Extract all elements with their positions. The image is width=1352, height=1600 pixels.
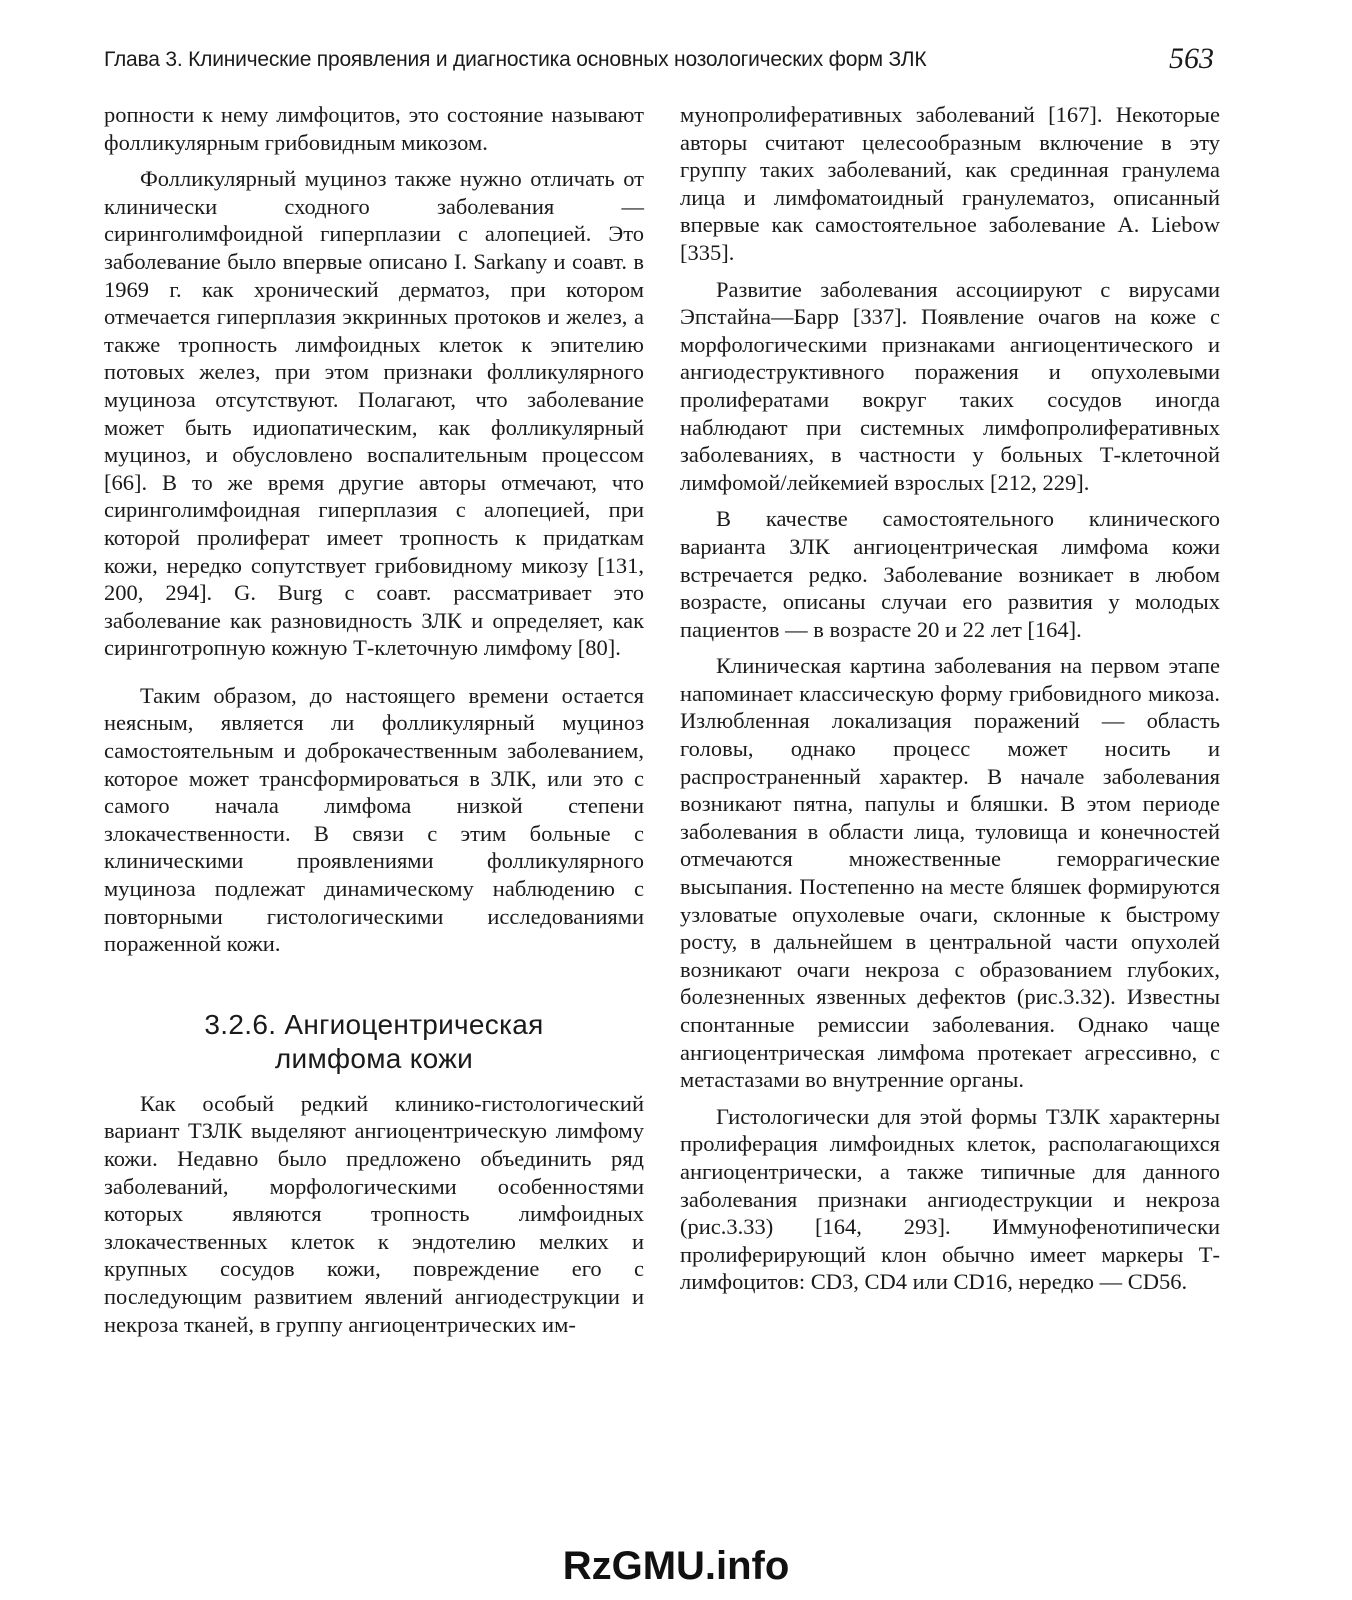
section-heading-line: 3.2.6. Ангиоцентрическая [204,1008,544,1040]
paragraph: Как особый редкий клинико-гистологический вариант ТЗЛК выделяют ангиоцентрическую лимфому кожи. Недавно было предложено объединить ряд заболеваний, морфологическими особенностями которых являются тропность лимфоидных злокачественных клеток к эндотелию мелких и крупных сосудов кожи, повреждение его с последующим развитием явлений ангиодеструкции и некроза тканей, в группу ангиоцентрических им- [104,1090,644,1337]
section-heading-line: лимфома кожи [274,1042,474,1074]
right-column [680,101,1220,1296]
left-column [104,101,644,1338]
paragraph: Фолликулярный муциноз также нужно отличать от клинически сходного заболевания — сиринголимфоидной гиперплазии с алопецией. Это заболевание было впервые описано I. Sarkany и соавт. в 1969 г. как хронический дерматоз, при котором отмечается гиперплазия эккринных протоков и желез, а также тропность лимфоидных клеток к эпителию потовых желез, при этом признаки фолликулярного муциноза отсутствуют. Полагают, что заболевание может быть идиопатическим, как фолликулярный муциноз, и обусловлено воспалительным процессом [66]. В то же время другие авторы отмечают, что сиринголимфоидная гиперплазия с алопецией, при которой пролиферат имеет тропность к придаткам кожи, нередко сопутствует грибовидному микозу [131, 200, 294]. G. Burg с соавт. рассматривает это заболевание как разновидность ЗЛК и определяет, как сиринготропную кожную Т-клеточную лимфому [80]. [104,166,644,661]
running-head: Глава 3. Клинические проявления и диагностика основных нозологических форм ЗЛК [104,48,927,71]
paragraph: Клиническая картина заболевания на первом этапе напоминает классическую форму грибовидного микоза. Излюбленная локализация поражений — область головы, однако процесс может носить и распространенный характер. В начале заболевания возникают пятна, папулы и бляшки. В этом периоде заболевания в области лица, туловища и конечностей отмечаются множественные геморрагические высыпания. Постепенно на месте бляшек формируются узловатые опухолевые очаги, склонные к быстрому росту, в дальнейшем в центральной части опухолей возникают очаги некроза с образованием глубоких, болезненных язвенных дефектов (рис.3.32). Известны спонтанные ремиссии заболевания. Однако чаще ангиоцентрическая лимфома протекает агрессивно, с метастазами во внутренние органы. [680,653,1220,1093]
paragraph: В качестве самостоятельного клинического варианта ЗЛК ангиоцентрическая лимфома кожи встречается редко. Заболевание возникает в любом возрасте, описаны случаи его развития у молодых пациентов — в возрасте 20 и 22 лет [164]. [680,506,1220,642]
paragraph: мунопролиферативных заболеваний [167]. Некоторые авторы считают целесообразным включение в эту группу таких заболеваний, как срединная гранулема лица и лимфоматоидный гранулематоз, описанный впервые как самостоятельное заболевание A. Liebow [335]. [680,102,1220,265]
page-header [104,44,1214,84]
paragraph: ропности к нему лимфоцитов, это состояние называют фолликулярным грибовидным микозом. [104,102,644,155]
watermark: RzGMU.info [562,1544,790,1588]
paragraph: Развитие заболевания ассоциируют с вирусами Эпстайна—Барр [337]. Появление очагов на коже с морфологическими признаками ангиоцентического и ангиодеструктивного поражения и опухолевыми пролифератами вокруг таких сосудов иногда наблюдают при системных лимфопролиферативных заболеваниях, в частности у больных Т-клеточной лимфомой/лейкемией взрослых [212, 229]. [680,276,1220,495]
paragraph: Гистологически для этой формы ТЗЛК характерны пролиферация лимфоидных клеток, располагающихся ангиоцентрически, а также типичные для данного заболевания признаки ангиодеструкции и некроза (рис.3.33) [164, 293]. Иммунофенотипически пролиферирующий клон обычно имеет маркеры Т-лимфоцитов: CD3, CD4 или CD16, нередко — CD56. [680,1103,1220,1295]
paragraph: Таким образом, до настоящего времени остается неясным, является ли фолликулярный муциноз самостоятельным и доброкачественным заболеванием, которое может трансформироваться в ЗЛК, или это с самого начала лимфома низкой степени злокачественности. В связи с этим больные с клиническими проявлениями фолликулярного муциноза подлежат динамическому наблюдению с повторными гистологическими исследованиями пораженной кожи. [104,682,644,957]
page-number: 563 [1169,42,1214,75]
section-heading [104,1008,644,1076]
